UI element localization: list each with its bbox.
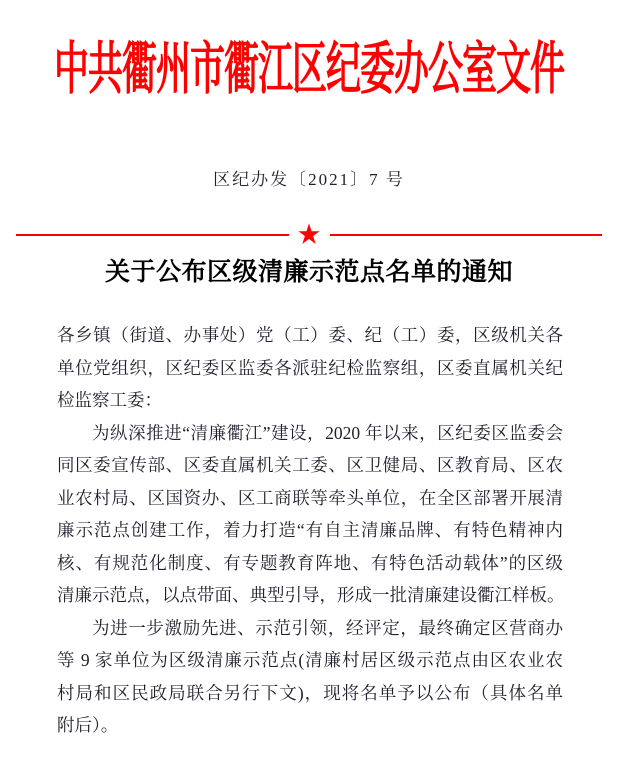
body-line: 清廉示范点，以点带面、典型引导，形成一批清廉建设衢江样板。 — [57, 585, 565, 605]
red-masthead-title: 中共衢州市衢江区纪委办公室文件 — [53, 38, 564, 102]
document-number: 区纪办发〔2021〕7 号 — [213, 170, 405, 189]
rule-left-segment — [16, 234, 289, 236]
rule-right-segment — [330, 234, 603, 236]
body-line: 附后）。 — [57, 715, 119, 735]
body-line: 同区委宣传部、区委直属机关工委、区卫健局、区教育局、区农 — [57, 455, 563, 475]
body-line: 业农村局、区国资办、区工商联等牵头单位，在全区部署开展清 — [57, 487, 563, 508]
body-line: 为纵深推进“清廉衢江”建设，2020 年以来，区纪委区监委会 — [92, 422, 563, 443]
body-line: 核、有规范化制度、有专题教育阵地、有特色活动载体”的区级 — [57, 552, 563, 573]
document-title: 关于公布区级清廉示范点名单的通知 — [104, 259, 513, 286]
body-line: 各乡镇（街道、办事处）党（工）委、纪（工）委，区级机关各 — [57, 325, 563, 345]
document-body — [0, 319, 618, 742]
body-line: 为进一步激励先进、示范引领，经评定，最终确定区营商办 — [92, 617, 563, 638]
star-icon: ★ — [297, 222, 321, 247]
body-line: 单位党组织，区纪委区监委各派驻纪检监察组，区委直属机关纪 — [57, 357, 563, 378]
body-line: 村局和区民政局联合另行下文)，现将名单予以公布（具体名单 — [57, 682, 563, 703]
body-line: 检监察工委： — [57, 390, 162, 410]
body-line: 等 9 家单位为区级清廉示范点(清廉村居区级示范点由区农业农 — [57, 650, 563, 670]
red-divider-rule — [16, 222, 602, 248]
body-line: 廉示范点创建工作，着力打造“有自主清廉品牌、有特色精神内 — [57, 520, 563, 540]
